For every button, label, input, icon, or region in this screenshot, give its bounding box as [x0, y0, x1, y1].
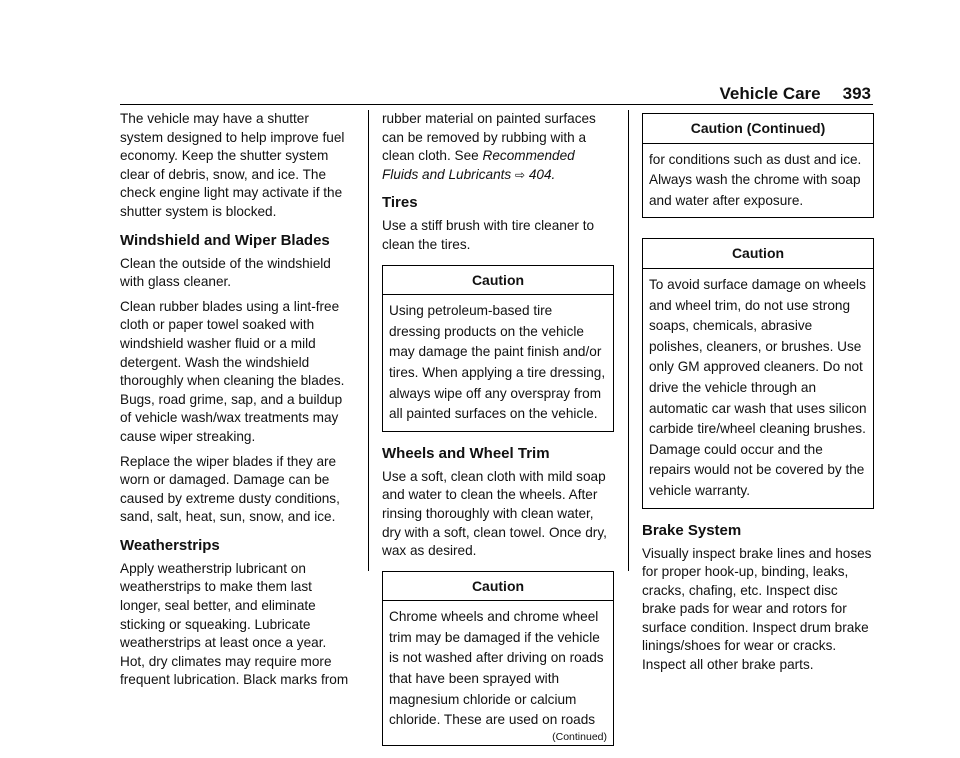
wheels-paragraph: Use a soft, clean cloth with mild soap and water to clean the wheels. After rinsing thoroughly with clean water, dry with a soft, clean towel. Once dry, wax as desired. [382, 468, 607, 559]
brake-paragraph: Visually inspect brake lines and hoses for proper hook-up, binding, leaks, cracks, chafing, etc. Inspect disc brake pads for wear and rotors for surface condition. Inspect drum brake linings/shoes for wear or cracks. Inspect all other brake parts. [642, 545, 872, 673]
windshield-paragraph-2: Clean rubber blades using a lint-free cloth or paper towel soaked with windshield washer fluid or a mild detergent. Wash the windshield thoroughly when cleaning the blades. Bugs, road grime, sap, and a buildup of vehicle wash/wax treatments may cause wiper streaking. [120, 298, 345, 444]
page-ref-icon: ⇨ [515, 167, 526, 182]
caution-body: for conditions such as dust and ice. Always wash the chrome with soap and water after exposure. [649, 151, 862, 208]
caution-body: To avoid surface damage on wheels and wheel trim, do not use strong soaps, chemicals, abrasive polishes, cleaners, or brushes. Use only GM approved cleaners. Do not drive the vehicle through an automatic car wash that uses silicon carbide tire/wheel cleaning brushes. Damage could occur and the repairs would not be covered by the vehicle warranty. [649, 276, 867, 498]
caution-body: Chrome wheels and chrome wheel trim may be damaged if the vehicle is not washed after driving on roads that have been sprayed with magnesium chloride or calcium chloride. These are used on roads [389, 609, 604, 728]
column-2 [382, 110, 614, 758]
section-title: Vehicle Care [719, 84, 821, 103]
tires-paragraph: Use a stiff brush with tire cleaner to clean the tires. [382, 218, 595, 252]
shutter-paragraph: The vehicle may have a shutter system designed to help improve fuel economy. Keep the shutter system clear of debris, snow, and ice. The check engine light may activate if the shutter system is blocked. [120, 111, 345, 219]
page-header [720, 84, 872, 104]
caution-title: Caution [643, 239, 873, 269]
column-1 [120, 110, 352, 696]
caution-box [382, 571, 614, 746]
fluids-reference-link[interactable]: Recommended Fluids and Lubricants [382, 148, 575, 182]
lubricant-paragraph: rubber material on painted surfaces can be removed by rubbing with a clean cloth. See Recommended Fluids and Lubricants ⇨ 404. [382, 111, 596, 182]
caution-title: Caution [383, 266, 613, 296]
caution-box [642, 238, 874, 508]
weatherstrips-heading: Weatherstrips [120, 536, 220, 554]
windshield-paragraph-3: Replace the wiper blades if they are worn or damaged. Damage can be caused by extreme dusty conditions, sand, salt, heat, sun, snow, and ice. [120, 453, 340, 525]
weatherstrips-paragraph: Apply weatherstrip lubricant on weatherstrips to make them last longer, seal better, and eliminate sticking or squeaking. Lubricate weatherstrips at least once a year. Hot, dry climates may require more frequent lubrication. Black marks from [120, 560, 349, 688]
caution-title: Caution (Continued) [643, 114, 873, 144]
caution-title: Caution [383, 572, 613, 602]
tires-heading: Tires [382, 194, 418, 212]
caution-body: Using petroleum-based tire dressing products on the vehicle may damage the paint finish and/or tires. When applying a tire dressing, always wipe off any overspray from all painted surfaces on the vehicle. [389, 303, 606, 422]
column-3 [642, 110, 874, 681]
windshield-heading: Windshield and Wiper Blades [120, 231, 330, 249]
page-ref-number[interactable]: 404 [528, 166, 552, 182]
column-divider [368, 110, 369, 571]
brake-heading: Brake System [642, 521, 742, 539]
lubricant-text: rubber material on painted surfaces can be removed by rubbing with a clean cloth. See [382, 111, 596, 164]
wheels-heading: Wheels and Wheel Trim [382, 444, 550, 462]
windshield-paragraph-1: Clean the outside of the windshield with glass cleaner. [120, 255, 331, 290]
continued-label: (Continued) [552, 730, 607, 743]
caution-box [382, 265, 614, 432]
column-divider [628, 110, 629, 571]
caution-continued-box [642, 113, 874, 218]
header-rule [120, 104, 873, 105]
page-number: 393 [842, 84, 871, 103]
